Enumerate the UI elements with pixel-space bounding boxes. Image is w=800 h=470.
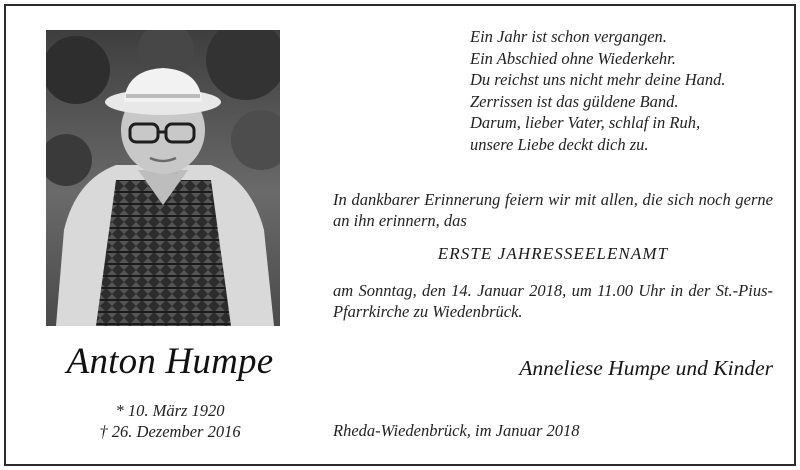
poem-line: Zerrissen ist das güldene Band. xyxy=(470,91,679,111)
event-details: am Sonntag, den 14. Januar 2018, um 11.00 Uhr in der St.-Pius-Pfarrkirche zu Wiedenbrück. xyxy=(333,281,773,321)
life-dates xyxy=(80,400,260,442)
birth-date: * 10. März 1920 xyxy=(115,401,225,420)
poem-line: Ein Jahr ist schon vergangen. xyxy=(470,27,667,46)
poem-line: Darum, lieber Vater, schlaf in Ruh, xyxy=(470,113,701,132)
place-and-date: Rheda-Wiedenbrück, im Januar 2018 xyxy=(333,421,580,440)
family-signoff: Anneliese Humpe und Kinder xyxy=(519,356,773,380)
poem-line: unsere Liebe deckt dich zu. xyxy=(470,134,649,154)
memorial-poem xyxy=(470,26,790,155)
poem-line: Du reichst uns nicht mehr deine Hand. xyxy=(470,70,726,89)
death-date: † 26. Dezember 2016 xyxy=(99,422,241,441)
deceased-name: Anton Humpe xyxy=(66,341,274,382)
portrait-illustration xyxy=(46,30,280,326)
poem-line: Ein Abschied ohne Wiederkehr. xyxy=(470,48,676,68)
announcement-intro: In dankbarer Erinnerung feiern wir mit allen, die sich noch gerne an ihn erinnern, das xyxy=(333,190,773,230)
event-title: ERSTE JAHRESSEELENAMT xyxy=(437,244,669,263)
portrait-photo xyxy=(46,30,280,326)
